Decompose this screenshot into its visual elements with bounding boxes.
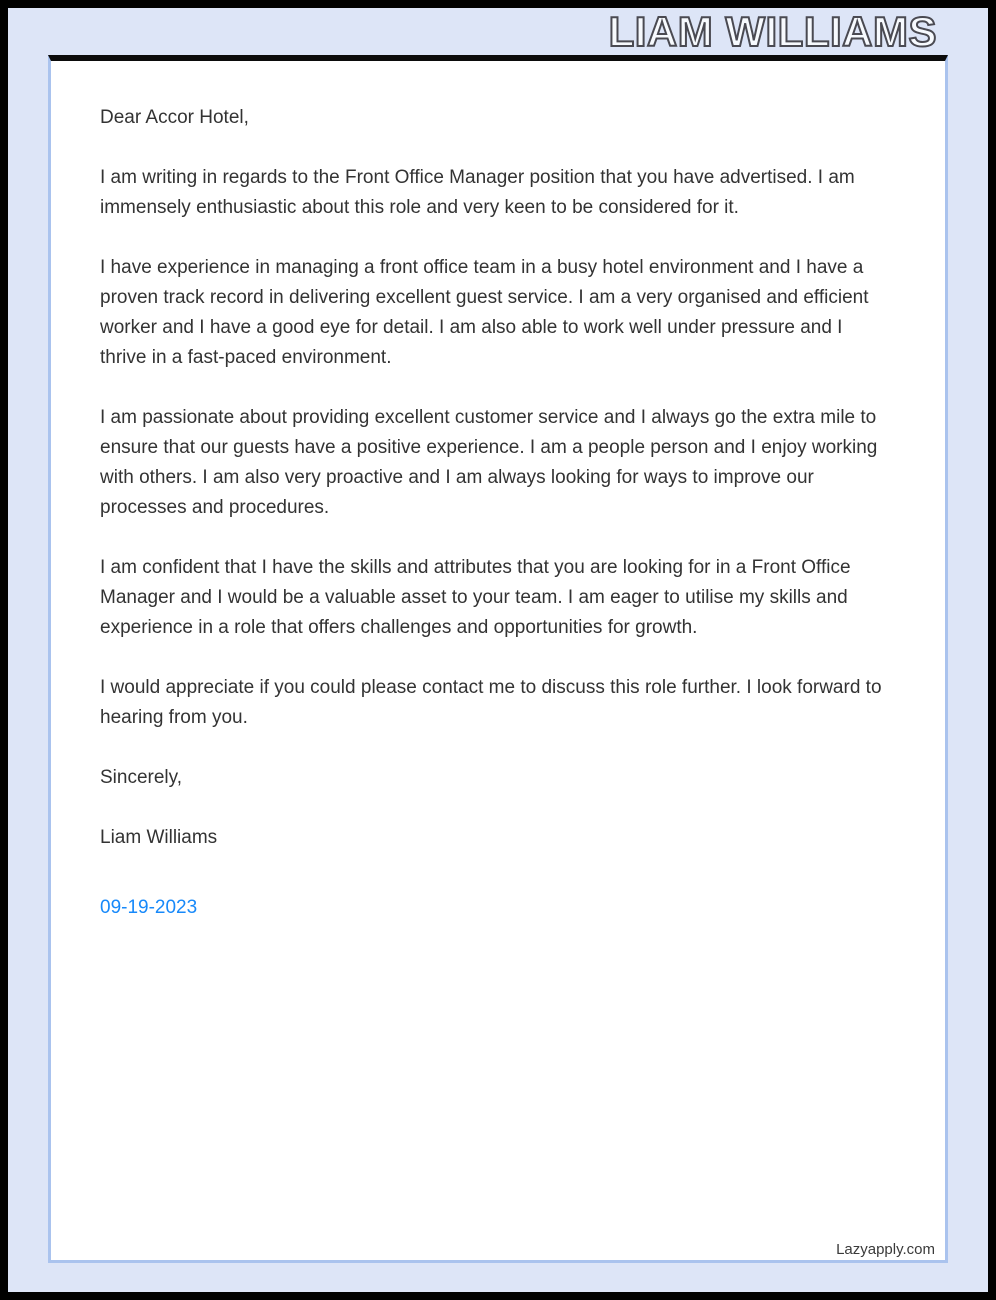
page-header xyxy=(8,8,988,55)
brand-footer-link[interactable]: Lazyapply.com xyxy=(836,1241,935,1258)
salutation: Dear Accor Hotel, xyxy=(100,107,249,128)
paragraph-intro: I am writing in regards to the Front Office Manager position that you have advertised. I am immensely enthusiastic about this role and very keen to be considered for it. xyxy=(100,167,855,218)
paragraph-contact: I would appreciate if you could please contact me to discuss this role further. I look forward to hearing from you. xyxy=(100,677,882,728)
closing: Sincerely, xyxy=(100,767,183,788)
signature-name: Liam Williams xyxy=(100,827,218,848)
letter-body xyxy=(51,61,945,953)
letter-date-link[interactable]: 09-19-2023 xyxy=(100,897,198,918)
applicant-name-header: LIAM WILLIAMS xyxy=(608,7,937,55)
paragraph-confidence: I am confident that I have the skills and attributes that you are looking for in a Front Office Manager and I would be a valuable asset to your team. I am eager to utilise my skills and experience in a role that offers challenges and opportunities for growth. xyxy=(100,557,851,638)
paragraph-passion: I am passionate about providing excellent customer service and I always go the extra mile to ensure that our guests have a positive experience. I am a people person and I enjoy working with others. I am also very proactive and I am always looking for ways to improve our processes and procedures. xyxy=(100,407,878,518)
paragraph-experience: I have experience in managing a front office team in a busy hotel environment and I have a proven track record in delivering excellent guest service. I am a very organised and efficient worker and I have a good eye for detail. I am also able to work well under pressure and I thrive in a fast-paced environment. xyxy=(100,257,869,368)
letter-panel xyxy=(48,55,948,1263)
